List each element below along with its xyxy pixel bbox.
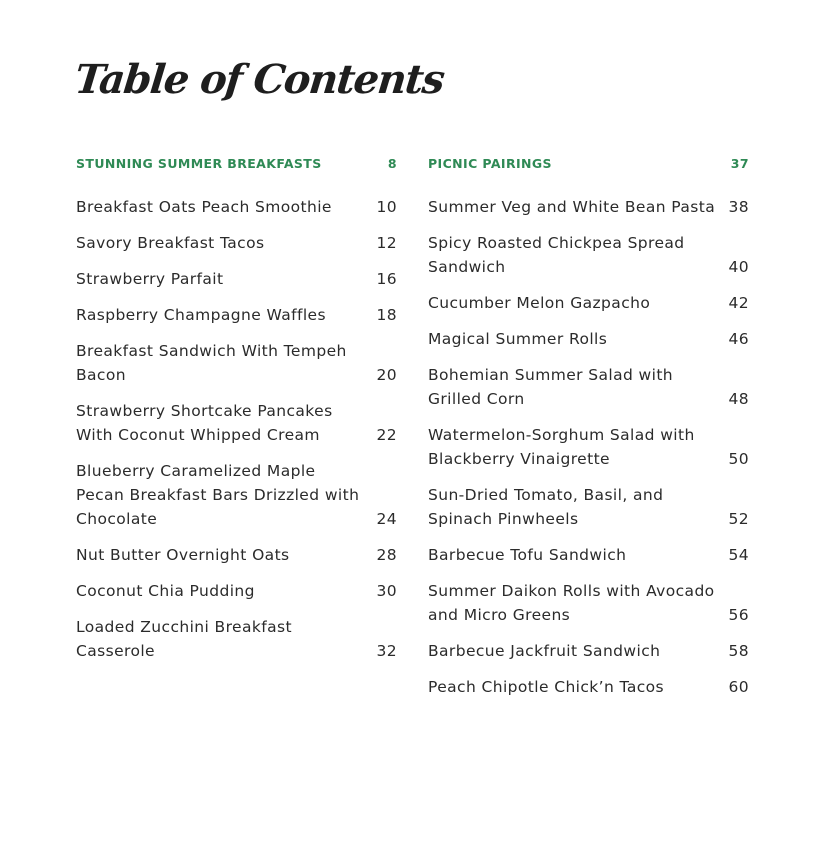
toc-entry[interactable]	[76, 267, 397, 291]
section-label: STUNNING SUMMER BREAKFASTS	[76, 156, 322, 171]
toc-entry[interactable]	[76, 399, 397, 447]
toc-entry[interactable]	[76, 615, 397, 663]
toc-entry[interactable]	[428, 291, 749, 315]
entry-page: 20	[376, 366, 397, 384]
toc-entry[interactable]	[76, 303, 397, 327]
section-label: PICNIC PAIRINGS	[428, 156, 552, 171]
toc-column-right	[428, 155, 749, 711]
entry-page: 16	[376, 270, 397, 288]
entry-page: 30	[376, 582, 397, 600]
entry-title: Breakfast Sandwich With Tempeh Bacon	[76, 342, 347, 384]
toc-column-left	[76, 155, 397, 675]
entry-title: Bohemian Summer Salad with Grilled Corn	[428, 366, 674, 408]
toc-entry[interactable]	[428, 639, 749, 663]
entry-title: Breakfast Oats Peach Smoothie	[76, 198, 332, 216]
entry-page: 24	[376, 510, 397, 528]
entry-page: 58	[728, 642, 749, 660]
toc-entry[interactable]	[76, 459, 397, 531]
entry-page: 32	[376, 642, 397, 660]
entry-title: Watermelon-Sorghum Salad with Blackberry Vinaigrette	[428, 426, 695, 468]
toc-entry[interactable]	[428, 195, 749, 219]
entry-title: Strawberry Shortcake Pancakes With Coconut Whipped Cream	[76, 402, 333, 444]
toc-entries	[76, 195, 397, 663]
entry-page: 38	[728, 198, 749, 216]
toc-entry[interactable]	[76, 579, 397, 603]
entry-title: Barbecue Tofu Sandwich	[428, 546, 627, 564]
entry-title: Nut Butter Overnight Oats	[76, 546, 290, 564]
toc-entry[interactable]	[76, 195, 397, 219]
toc-entry[interactable]	[428, 579, 749, 627]
entry-title: Spicy Roasted Chickpea Spread Sandwich	[428, 234, 685, 276]
entry-title: Savory Breakfast Tacos	[76, 234, 265, 252]
entry-title: Blueberry Caramelized Maple Pecan Breakfast Bars Drizzled with Chocolate	[76, 462, 360, 528]
entry-page: 10	[376, 198, 397, 216]
page-title: Table of Contents	[72, 56, 446, 103]
entry-title: Strawberry Parfait	[76, 270, 224, 288]
entry-title: Magical Summer Rolls	[428, 330, 608, 348]
entry-title: Raspberry Champagne Waffles	[76, 306, 326, 324]
entry-title: Summer Daikon Rolls with Avocado and Micro Greens	[428, 582, 715, 624]
toc-entry[interactable]	[428, 543, 749, 567]
entry-title: Loaded Zucchini Breakfast Casserole	[76, 618, 292, 660]
entry-page: 46	[728, 330, 749, 348]
section-header[interactable]	[428, 155, 749, 173]
entry-page: 52	[728, 510, 749, 528]
entry-page: 48	[728, 390, 749, 408]
toc-entry[interactable]	[428, 483, 749, 531]
entry-title: Cucumber Melon Gazpacho	[428, 294, 651, 312]
toc-entry[interactable]	[76, 339, 397, 387]
entry-title: Barbecue Jackfruit Sandwich	[428, 642, 661, 660]
toc-entry[interactable]	[428, 363, 749, 411]
toc-entry[interactable]	[76, 543, 397, 567]
section-header[interactable]	[76, 155, 397, 173]
entry-title: Sun-Dried Tomato, Basil, and Spinach Pinwheels	[428, 486, 664, 528]
entry-title: Coconut Chia Pudding	[76, 582, 255, 600]
entry-page: 56	[728, 606, 749, 624]
entry-page: 50	[728, 450, 749, 468]
toc-entry[interactable]	[428, 231, 749, 279]
entry-page: 40	[728, 258, 749, 276]
entry-page: 22	[376, 426, 397, 444]
entry-title: Peach Chipotle Chick’n Tacos	[428, 678, 665, 696]
section-page: 37	[730, 156, 749, 171]
entry-title: Summer Veg and White Bean Pasta	[428, 198, 716, 216]
entry-page: 42	[728, 294, 749, 312]
toc-entry[interactable]	[428, 423, 749, 471]
entry-page: 54	[728, 546, 749, 564]
toc-entry[interactable]	[428, 675, 749, 699]
entry-page: 12	[376, 234, 397, 252]
toc-entry[interactable]	[428, 327, 749, 351]
toc-entries	[428, 195, 749, 699]
entry-page: 18	[376, 306, 397, 324]
entry-page: 28	[376, 546, 397, 564]
entry-page: 60	[728, 678, 749, 696]
section-page: 8	[387, 156, 397, 171]
toc-entry[interactable]	[76, 231, 397, 255]
